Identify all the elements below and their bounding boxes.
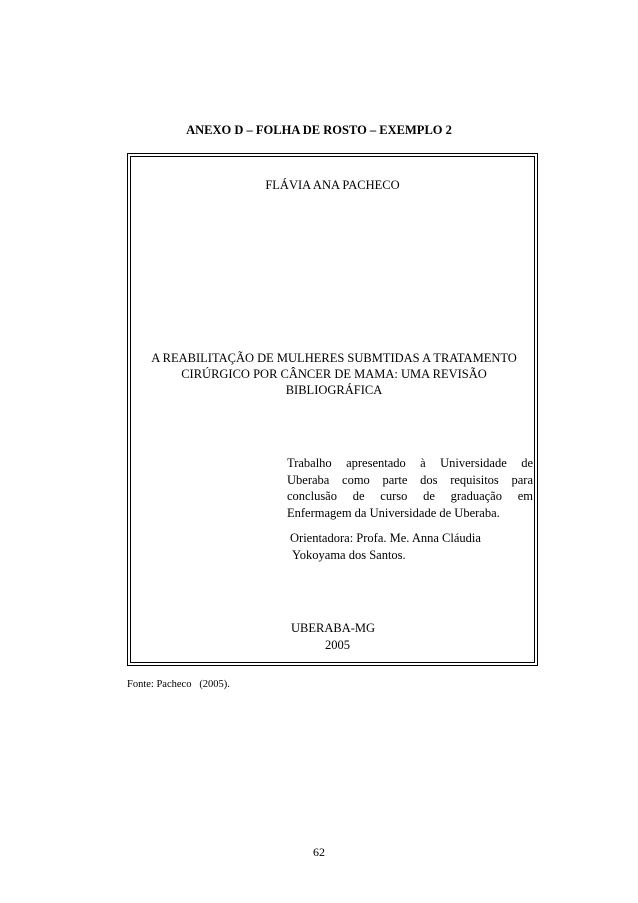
work-title [135, 350, 533, 398]
advisor-line: Yokoyama dos Santos. [292, 547, 406, 562]
page-number: 62 [313, 845, 325, 859]
nature-line: Enfermagem da Universidade de Uberaba. [287, 505, 500, 520]
title-page-frame-inner [130, 156, 535, 663]
nature-line: conclusão de curso de graduação em [287, 489, 533, 503]
annex-heading: ANEXO D – FOLHA DE ROSTO – EXEMPLO 2 [186, 123, 452, 137]
year: 2005 [325, 638, 350, 652]
advisor-statement [290, 530, 530, 563]
work-nature-statement [287, 455, 533, 521]
work-title-line: CIRÚRGICO POR CÂNCER DE MAMA: UMA REVISÃO [181, 367, 487, 381]
place-and-date [291, 620, 375, 654]
advisor-line: Orientadora: Profa. Me. Anna Cláudia [290, 531, 481, 545]
city: UBERABA-MG [291, 621, 376, 635]
author-name: FLÁVIA ANA PACHECO [265, 178, 400, 192]
nature-line: Uberaba como parte dos requisitos para [287, 472, 533, 487]
work-title-line: A REABILITAÇÃO DE MULHERES SUBMTIDAS A TRATAMENTO [151, 351, 517, 365]
work-title-line: BIBLIOGRÁFICA [285, 383, 383, 397]
nature-line: Trabalho apresentado à Universidade de [287, 456, 533, 470]
source-caption: Fonte: Pacheco (2005). [127, 679, 230, 690]
